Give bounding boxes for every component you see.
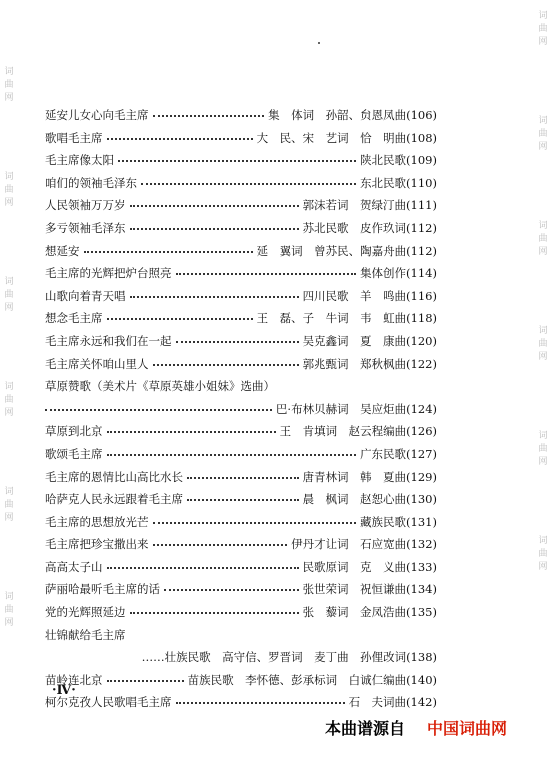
toc-entry [45,104,437,127]
toc-entry-credit: 延 翼词 曾苏民、陶嘉舟曲(112) [256,243,437,258]
toc-entry [45,443,437,466]
toc-entry-title: 高高太子山 [45,559,103,574]
toc-entry-credit: 吴克鑫词 夏 康曲(120) [302,333,437,348]
watermark-char: 网 [4,513,14,523]
toc-entry-credit: 王 肯填词 赵云程编曲(126) [279,424,437,439]
toc-entry [45,172,437,195]
toc-entry [45,601,437,624]
stray-mark [318,42,320,44]
watermark-left [2,0,16,630]
toc-entry [45,533,437,556]
toc-entry-credit: 巴·布林贝赫词 吴应炬曲(124) [275,401,437,416]
toc-leader-dots [118,160,356,162]
toc-entry-credit: 民歌原词 克 义曲(133) [302,559,437,574]
toc-leader-dots [107,431,276,433]
watermark-char: 词 [538,326,548,336]
source-footer [325,716,507,739]
watermark-right [536,0,550,574]
watermark-char: 曲 [538,444,548,454]
toc-leader-dots [130,296,299,298]
toc-entry-title: 毛主席把珍宝撒出来 [45,537,149,552]
watermark-char: 网 [538,142,548,152]
toc-leader-dots [84,251,253,253]
toc-entry-credit: 集 体词 孙韶、贠恩凤曲(106) [268,108,437,122]
toc-entry-title: 想念毛主席 [45,311,103,326]
toc-entry [45,285,437,308]
watermark-char: 词 [538,11,548,21]
toc-leader-dots [107,454,356,456]
watermark-char: 曲 [538,24,548,34]
toc-entry [45,194,437,217]
toc-entry-credit: 四川民歌 羊 鸣曲(116) [302,288,437,303]
watermark-char: 词 [4,67,14,77]
watermark-char: 词 [538,116,548,126]
watermark-char: 网 [4,93,14,103]
toc-entry [45,353,437,376]
page-number: ·Ⅳ· [52,683,76,698]
toc-leader-dots [130,228,299,230]
watermark-char: 词 [4,382,14,392]
toc-entry [45,262,437,285]
toc-entry [45,624,437,647]
toc-entry-credit: 集体创作(114) [360,266,437,281]
watermark-char: 词 [4,487,14,497]
watermark-char: 词 [538,536,548,546]
toc-leader-dots [153,522,356,524]
watermark-char: 曲 [538,549,548,559]
toc-leader-dots [153,544,287,546]
toc-entry-title: 多亏领袖毛泽东 [45,220,126,235]
toc-entry-credit: 郭沫若词 贺绿汀曲(111) [302,198,437,213]
toc-entry-credit: 大 民、宋 艺词 恰 明曲(108) [256,130,437,145]
watermark-char: 网 [4,198,14,208]
watermark-char: 网 [4,618,14,628]
toc-entry [45,398,437,421]
toc-entry-credit: 石 夫词曲(142) [348,695,437,710]
toc-entry [45,330,437,353]
toc-leader-dots [107,318,253,320]
toc-leader-dots [187,477,299,479]
watermark-char: 曲 [4,605,14,615]
watermark-char: 网 [4,303,14,313]
toc-entry-title: 咱们的领袖毛泽东 [45,175,137,190]
watermark-char: 网 [538,562,548,572]
toc-entry-credit: 陕北民歌(109) [360,153,437,168]
toc-entry-title: 想延安 [45,243,80,258]
toc-leader-dots [176,341,299,343]
toc-entry-title: 歌颂毛主席 [45,446,103,461]
toc-entry-title: 毛主席的光辉把炉台照亮 [45,266,172,281]
table-of-contents [45,104,437,714]
toc-leader-dots [176,702,345,704]
toc-entry-credit: ……壮族民歌 高守信、罗晋词 麦丁曲 孙俚改词(138) [141,650,437,665]
toc-leader-dots [130,612,299,614]
toc-entry-title: 毛主席关怀咱山里人 [45,356,149,371]
watermark-char: 词 [4,172,14,182]
toc-entry-title: 毛主席的恩情比山高比水长 [45,469,183,484]
watermark-char: 网 [4,408,14,418]
watermark-char: 曲 [4,185,14,195]
toc-entry-credit: 唐青林词 韩 夏曲(129) [302,469,437,484]
watermark-char: 词 [4,277,14,287]
watermark-char: 词 [4,592,14,602]
toc-entry-title: 草原赞歌（美术片《草原英雄小姐妹》选曲） [45,379,275,394]
toc-entry-title: 毛主席永远和我们在一起 [45,333,172,348]
watermark-char: 词 [538,221,548,231]
toc-entry-title: 柯尔克孜人民歌唱毛主席 [45,695,172,710]
toc-entry [45,669,437,692]
watermark-char: 曲 [4,500,14,510]
watermark-char: 曲 [4,80,14,90]
toc-entry [45,488,437,511]
toc-leader-dots [153,115,264,117]
toc-entry-credit: 张世荣词 祝恒谦曲(134) [302,582,437,597]
toc-entry-credit: 广东民歌(127) [360,446,437,461]
toc-entry [45,646,437,669]
watermark-char: 词 [538,431,548,441]
toc-entry-title: 萨丽哈最听毛主席的话 [45,582,160,597]
toc-leader-dots [130,205,299,207]
watermark-char: 网 [538,37,548,47]
toc-entry [45,240,437,263]
watermark-char: 曲 [4,395,14,405]
toc-entry-title: 人民领袖万万岁 [45,198,126,213]
watermark-char: 曲 [538,129,548,139]
toc-entry-credit: 张 藜词 金凤浩曲(135) [302,605,437,620]
toc-entry-title: 党的光辉照延边 [45,605,126,620]
toc-entry-title: 毛主席的思想放光芒 [45,514,149,529]
toc-leader-dots [141,183,356,185]
toc-leader-dots [107,567,299,569]
toc-entry-credit: 苏北民歌 皮作玖词(112) [302,220,437,235]
toc-entry [45,127,437,150]
watermark-char: 曲 [4,290,14,300]
toc-entry-title: 歌唱毛主席 [45,130,103,145]
toc-leader-dots [45,409,272,411]
toc-leader-dots [187,499,299,501]
toc-entry [45,511,437,534]
toc-entry [45,307,437,330]
source-site-link[interactable]: 中国词曲网 [427,719,508,738]
watermark-char: 网 [538,352,548,362]
toc-entry-credit: 藏族民歌(131) [360,514,437,529]
toc-entry-credit: 王 磊、子 牛词 韦 虹曲(118) [256,311,437,326]
toc-entry [45,149,437,172]
toc-entry [45,420,437,443]
toc-leader-dots [107,680,184,682]
watermark-char: 网 [538,247,548,257]
toc-leader-dots [176,273,356,275]
toc-entry [45,466,437,489]
toc-leader-dots [164,589,299,591]
toc-entry [45,556,437,579]
toc-entry-title: 延安儿女心向毛主席 [45,108,149,122]
toc-entry [45,691,437,714]
toc-leader-dots [107,138,253,140]
watermark-char: 曲 [538,234,548,244]
toc-entry-credit: 东北民歌(110) [360,175,437,190]
toc-entry-title: 壮锦献给毛主席 [45,627,126,642]
toc-entry [45,578,437,601]
toc-entry-title: 苗岭连北京 [45,672,103,687]
toc-entry-title: 哈萨克人民永远跟着毛主席 [45,492,183,507]
toc-entry-credit: 晨 枫词 赵恕心曲(130) [302,492,437,507]
toc-entry [45,217,437,240]
watermark-char: 网 [538,457,548,467]
toc-entry [45,375,437,398]
source-label: 本曲谱源自 [325,719,406,738]
watermark-char: 曲 [538,339,548,349]
toc-leader-dots [153,364,299,366]
toc-entry-credit: 郭兆甄词 郑秋枫曲(122) [302,356,437,371]
toc-entry-credit: 伊丹才让词 石应宽曲(132) [291,537,437,552]
toc-entry-title: 草原到北京 [45,424,103,439]
toc-entry-credit: 苗族民歌 李怀德、彭承标词 白诚仁编曲(140) [187,672,437,687]
toc-entry-title: 毛主席像太阳 [45,153,114,168]
toc-entry-title: 山歌向着青天唱 [45,288,126,303]
